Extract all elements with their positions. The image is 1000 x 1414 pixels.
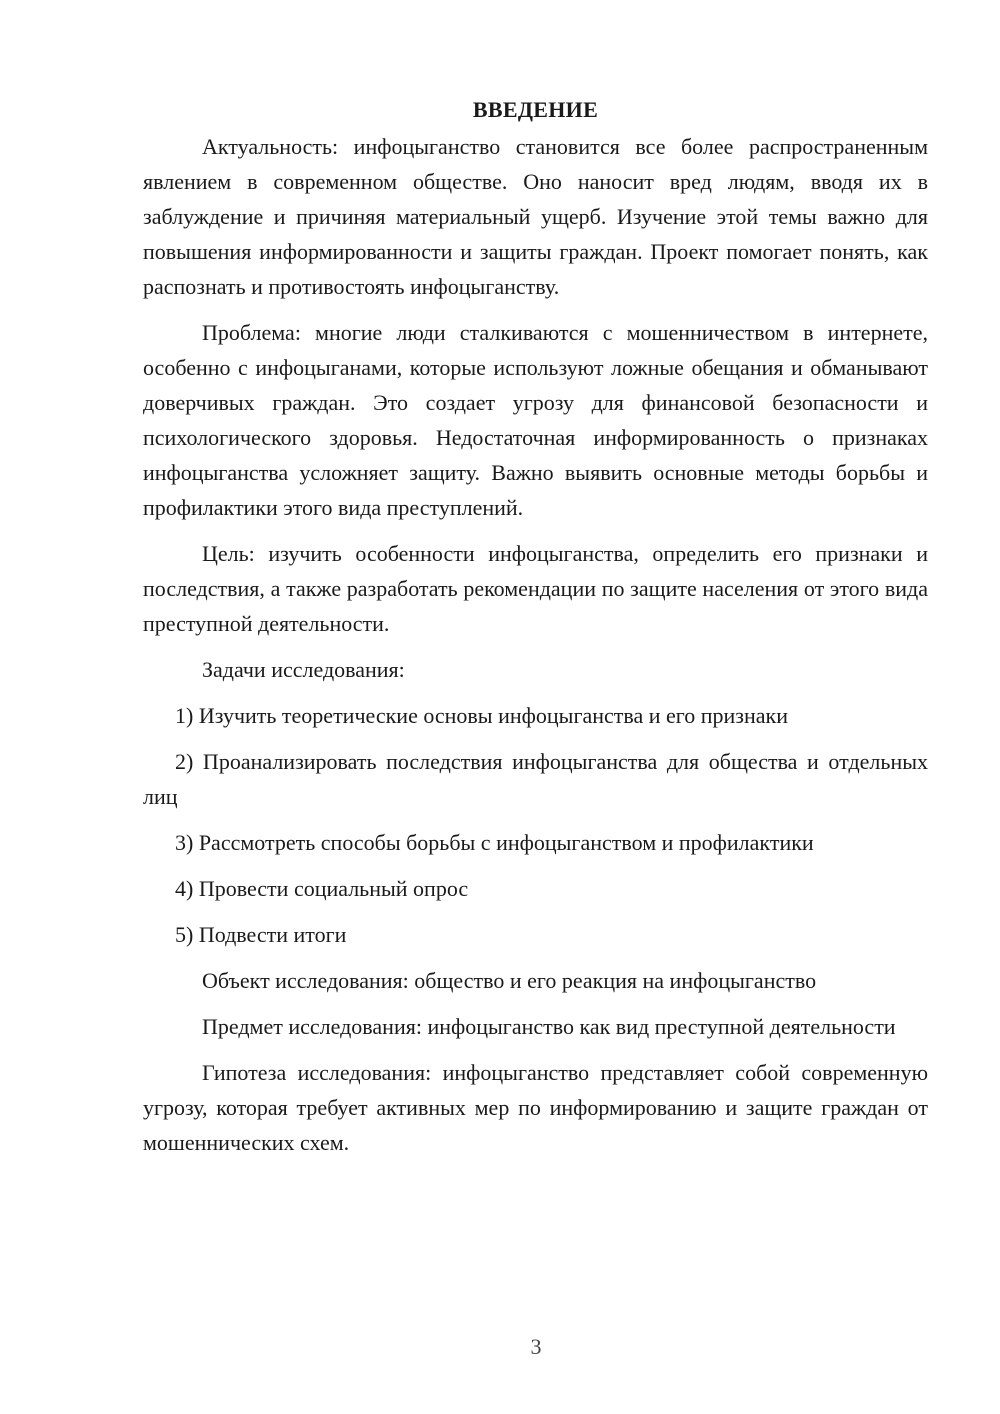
task-item-4: 4) Провести социальный опрос bbox=[175, 876, 469, 901]
paragraph-relevance: Актуальность: инфоцыганство становится все более распространенным явлением в современном обществе. Оно наносит вред людям, вводя их в заблуждение и причиняя материальный ущерб. Изучение этой темы важно для повышения информированности и защиты граждан. Проект помогает понять, как распознать и противостоять инфоцыганству. bbox=[143, 134, 928, 299]
task-item-1: 1) Изучить теоретические основы инфоцыганства и его признаки bbox=[175, 703, 788, 728]
document-page bbox=[143, 92, 928, 1171]
paragraph-object: Объект исследования: общество и его реакция на инфоцыганство bbox=[202, 968, 817, 993]
task-item-2: 2) Проанализировать последствия инфоцыганства для общества и отдельных лиц bbox=[143, 749, 928, 809]
paragraph-subject: Предмет исследования: инфоцыганство как вид преступной деятельности bbox=[202, 1014, 896, 1039]
paragraph-hypothesis: Гипотеза исследования: инфоцыганство представляет собой современную угрозу, которая требует активных мер по информированию и защите граждан от мошеннических схем. bbox=[143, 1060, 928, 1155]
document-title: ВВЕДЕНИЕ bbox=[472, 97, 599, 122]
page-number: 3 bbox=[530, 1334, 542, 1359]
tasks-heading: Задачи исследования: bbox=[202, 657, 405, 682]
paragraph-problem: Проблема: многие люди сталкиваются с мошенничеством в интернете, особенно с инфоцыганами, которые используют ложные обещания и обманывают доверчивых граждан. Это создает угрозу для финансовой безопасности и психологического здоровья. Недостаточная информированность о признаках инфоцыганства усложняет защиту. Важно выявить основные методы борьбы и профилактики этого вида преступлений. bbox=[143, 320, 928, 520]
paragraph-goal: Цель: изучить особенности инфоцыганства, определить его признаки и последствия, а также разработать рекомендации по защите населения от этого вида преступной деятельности. bbox=[143, 541, 928, 636]
task-item-3: 3) Рассмотреть способы борьбы с инфоцыганством и профилактики bbox=[175, 830, 814, 855]
task-item-5: 5) Подвести итоги bbox=[175, 922, 347, 947]
